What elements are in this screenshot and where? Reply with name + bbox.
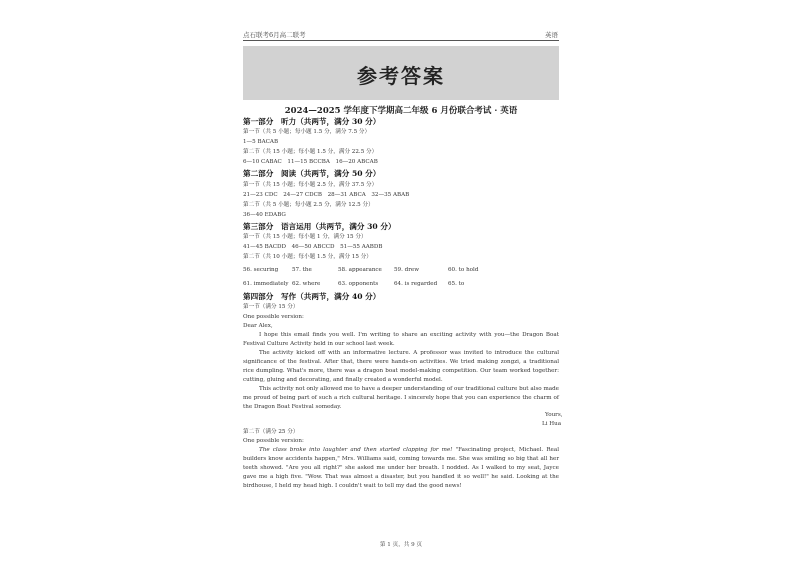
header-divider [243,40,559,41]
closing: Yours, [545,412,563,418]
part3-s1-answers: 41—45 BACDD 46—50 ABCCD 51—55 AABDB [243,244,383,250]
part2-s1-label: 第一节（共 15 小题；每小题 2.5 分，满分 37.5 分） [243,182,378,188]
part2-s2-label: 第二节（共 5 小题；每小题 2.5 分，满分 12.5 分） [243,202,374,208]
letter-paragraph: This activity not only allowed me to have a deeper understanding of our traditional culture but also made me proud of being part of such a rich cultural heritage. I sincerely hope that you can experience the charm of the Dragon Boat Festival someday. [243,386,559,410]
part2-s1-answers: 21—23 CDC 24—27 CDCB 28—31 ABCA 32—35 ABAB [243,192,410,198]
story-paragraph [243,446,559,491]
part4-s1-label: 第一节（满分 15 分） [243,304,299,310]
answer-cell: 56. securing [243,267,279,273]
part4-s2-label: 第二节（满分 25 分） [243,429,299,435]
answer-cell: 64. is regarded [394,281,438,287]
header-left: 点石联考6月高二联考 [243,31,306,39]
answer-cell: 63. opponents [338,281,379,287]
answer-cell: 57. the [292,267,312,273]
part1-s2-label: 第二节（共 15 小题；每小题 1.5 分，满分 22.5 分） [243,149,378,155]
answer-cell: 61. immediately [243,281,289,287]
part4-heading: 第四部分 写作（共两节，满分 40 分） [243,292,381,301]
letter-paragraph: The activity kicked off with an informative lecture. A professor was invited to introduce the cultural significance of the festival. After that, there were hands-on activities. We tried making zongzi, a traditional rice dumpling. What's more, there was a dragon boat model-making competition. Our team worked together: cutting, gluing and decorating, and finally created a wonderful model. [243,350,559,383]
part3-s1-label: 第一节（共 15 小题；每小题 1 分，满分 15 分） [243,234,367,240]
story-continuation: "Fascinating project, Michael. Real builders know accidents happen," Mrs. Williams said, coming towards me. She was smiling so big that all her teeth showed. "Are you all right?" she asked me under her breath. I nodded. As I walked to my seat, Jayce gave me a high five. "Wow. That was almost a disaster, but you handled it so well!" he said. Looking at the birdhouse, I held my head high. I couldn't wait to tell my dad the good news! [243,447,559,489]
part1-s1-label: 第一节（共 5 小题；每小题 1.5 分，满分 7.5 分） [243,129,371,135]
part3-s2-label: 第二节（共 10 小题；每小题 1.5 分，满分 15 分） [243,254,372,260]
answer-cell: 65. to [448,281,465,287]
story-lead-sentence: The class broke into laughter and then started clapping for me! [259,447,453,453]
exam-title: 2024—2025 学年度下学期高二年级 6 月份联合考试 · 英语 [284,106,518,116]
answer-cell: 62. where [292,281,321,287]
part2-heading: 第二部分 阅读（共两节，满分 50 分） [243,169,381,178]
title-banner [243,46,559,100]
page-footer: 第 1 页，共 9 页 [379,542,423,548]
letter-paragraph: I hope this email finds you well. I'm writing to share an exciting activity with you—the Dragon Boat Festival Culture Activity held in our school last week. [243,332,559,347]
part3-heading: 第三部分 语言运用（共两节，满分 30 分） [243,222,396,231]
answer-cell: 58. appearance [338,267,382,273]
answer-cell: 59. drew [394,267,420,273]
part1-s1-answers: 1—5 BACAB [243,139,279,145]
banner-title: 参考答案 [357,64,445,88]
signature: Li Hua [542,421,562,427]
part1-heading: 第一部分 听力（共两节，满分 30 分） [243,117,381,126]
part1-s2-answers: 6—10 CABAC 11—15 BCCBA 16—20 ABCAB [243,159,378,165]
header-right: 英语 [545,31,558,39]
salutation: Dear Alex, [243,323,273,329]
version-label: One possible version: [243,438,304,444]
part2-s2-answers: 36—40 EDABG [243,212,286,218]
answer-cell: 60. to hold [448,267,479,273]
version-label: One possible version: [243,314,304,320]
